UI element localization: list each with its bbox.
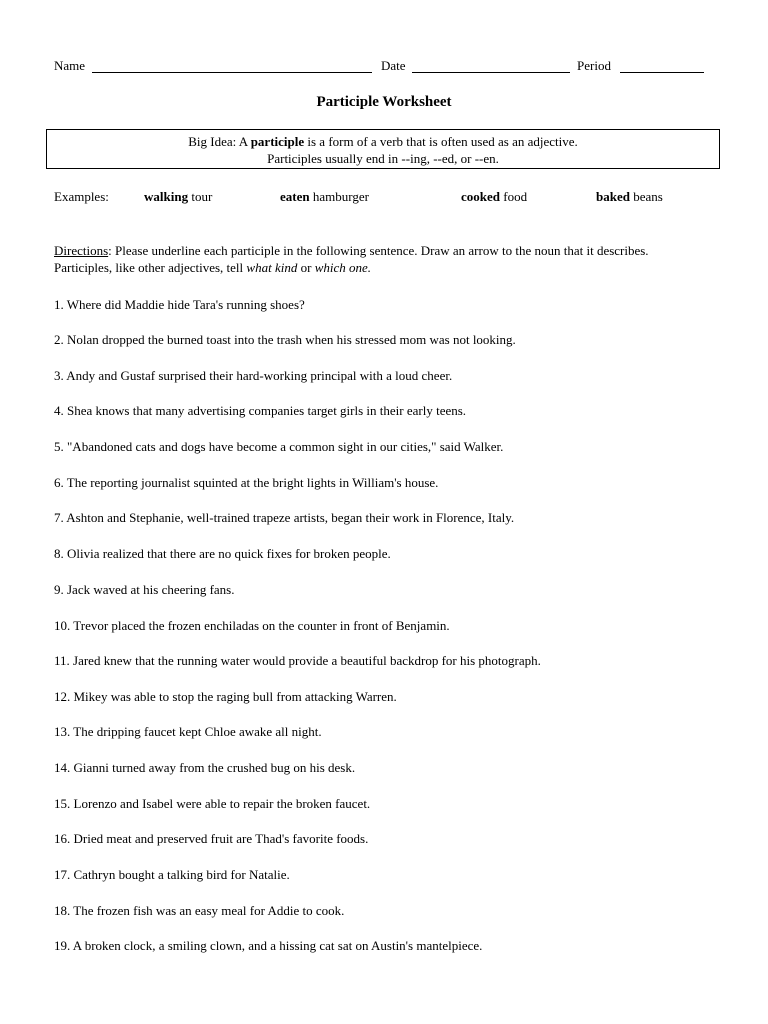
directions-what-kind: what kind xyxy=(246,260,298,275)
example-item xyxy=(596,188,663,206)
sentence-item: 5. "Abandoned cats and dogs have become a common sight in our cities," said Walker. xyxy=(54,439,504,454)
sentence-item: 4. Shea knows that many advertising companies target girls in their early teens. xyxy=(54,403,467,418)
examples-label: Examples: xyxy=(54,189,109,204)
sentence-item: 3. Andy and Gustaf surprised their hard-working principal with a loud cheer. xyxy=(54,368,453,383)
sentence-item: 16. Dried meat and preserved fruit are Thad's favorite foods. xyxy=(54,831,369,846)
sentence-item: 12. Mikey was able to stop the raging bull from attacking Warren. xyxy=(54,689,397,704)
sentence-item: 18. The frozen fish was an easy meal for Addie to cook. xyxy=(54,903,345,918)
big-idea-line-1 xyxy=(47,133,719,150)
sentence-item: 13. The dripping faucet kept Chloe awake all night. xyxy=(54,724,322,739)
big-idea-rest: is a form of a verb that is often used as an adjective. xyxy=(304,134,578,149)
name-label: Name xyxy=(54,58,86,73)
sentence-item: 2. Nolan dropped the burned toast into the trash when his stressed mom was not looking. xyxy=(54,332,516,347)
sentence-item: 1. Where did Maddie hide Tara's running shoes? xyxy=(54,297,305,312)
sentence-item: 11. Jared knew that the running water would provide a beautiful backdrop for his photograph. xyxy=(54,653,541,668)
sentence-item: 19. A broken clock, a smiling clown, and a hissing cat sat on Austin's mantelpiece. xyxy=(54,938,483,953)
example-noun: beans xyxy=(629,189,663,204)
sentence-item: 8. Olivia realized that there are no quick fixes for broken people. xyxy=(54,546,391,561)
example-participle: walking xyxy=(144,189,189,204)
sentence-item: 15. Lorenzo and Isabel were able to repair the broken faucet. xyxy=(54,796,371,811)
example-participle: baked xyxy=(596,189,630,204)
big-idea-line-2: Participles usually end in --ing, --ed, or --en. xyxy=(267,151,499,166)
header-row xyxy=(54,58,704,76)
example-noun: hamburger xyxy=(309,189,369,204)
example-noun: food xyxy=(500,189,528,204)
example-participle: eaten xyxy=(280,189,310,204)
period-label: Period xyxy=(577,58,611,73)
directions-text: : Please underline each participle in the following sentence. Draw an arrow to the noun that it describes. Participles, like other adjectives, tell xyxy=(54,243,649,275)
big-idea-box xyxy=(46,129,720,169)
example-item xyxy=(280,188,369,206)
examples-row xyxy=(54,188,734,206)
date-label: Date xyxy=(381,58,406,73)
example-item xyxy=(461,188,527,206)
page-title: Participle Worksheet xyxy=(316,94,452,110)
example-item xyxy=(144,188,212,206)
sentence-item: 10. Trevor placed the frozen enchiladas on the counter in front of Benjamin. xyxy=(54,618,450,633)
date-blank xyxy=(412,72,570,73)
example-participle: cooked xyxy=(461,189,500,204)
sentence-item: 6. The reporting journalist squinted at the bright lights in William's house. xyxy=(54,475,439,490)
example-noun: tour xyxy=(188,189,213,204)
big-idea-term: participle xyxy=(250,134,305,149)
period-blank xyxy=(620,72,704,73)
directions-which-one: which one. xyxy=(314,260,372,275)
directions xyxy=(54,242,704,276)
big-idea-prefix: Big Idea: A xyxy=(188,134,251,149)
name-blank xyxy=(92,72,372,73)
sentence-item: 7. Ashton and Stephanie, well-trained trapeze artists, began their work in Florence, Italy. xyxy=(54,510,515,525)
directions-or: or xyxy=(297,260,315,275)
sentence-item: 14. Gianni turned away from the crushed bug on his desk. xyxy=(54,760,356,775)
sentence-item: 9. Jack waved at his cheering fans. xyxy=(54,582,235,597)
directions-label: Directions xyxy=(54,243,109,258)
sentence-item: 17. Cathryn bought a talking bird for Natalie. xyxy=(54,867,290,882)
